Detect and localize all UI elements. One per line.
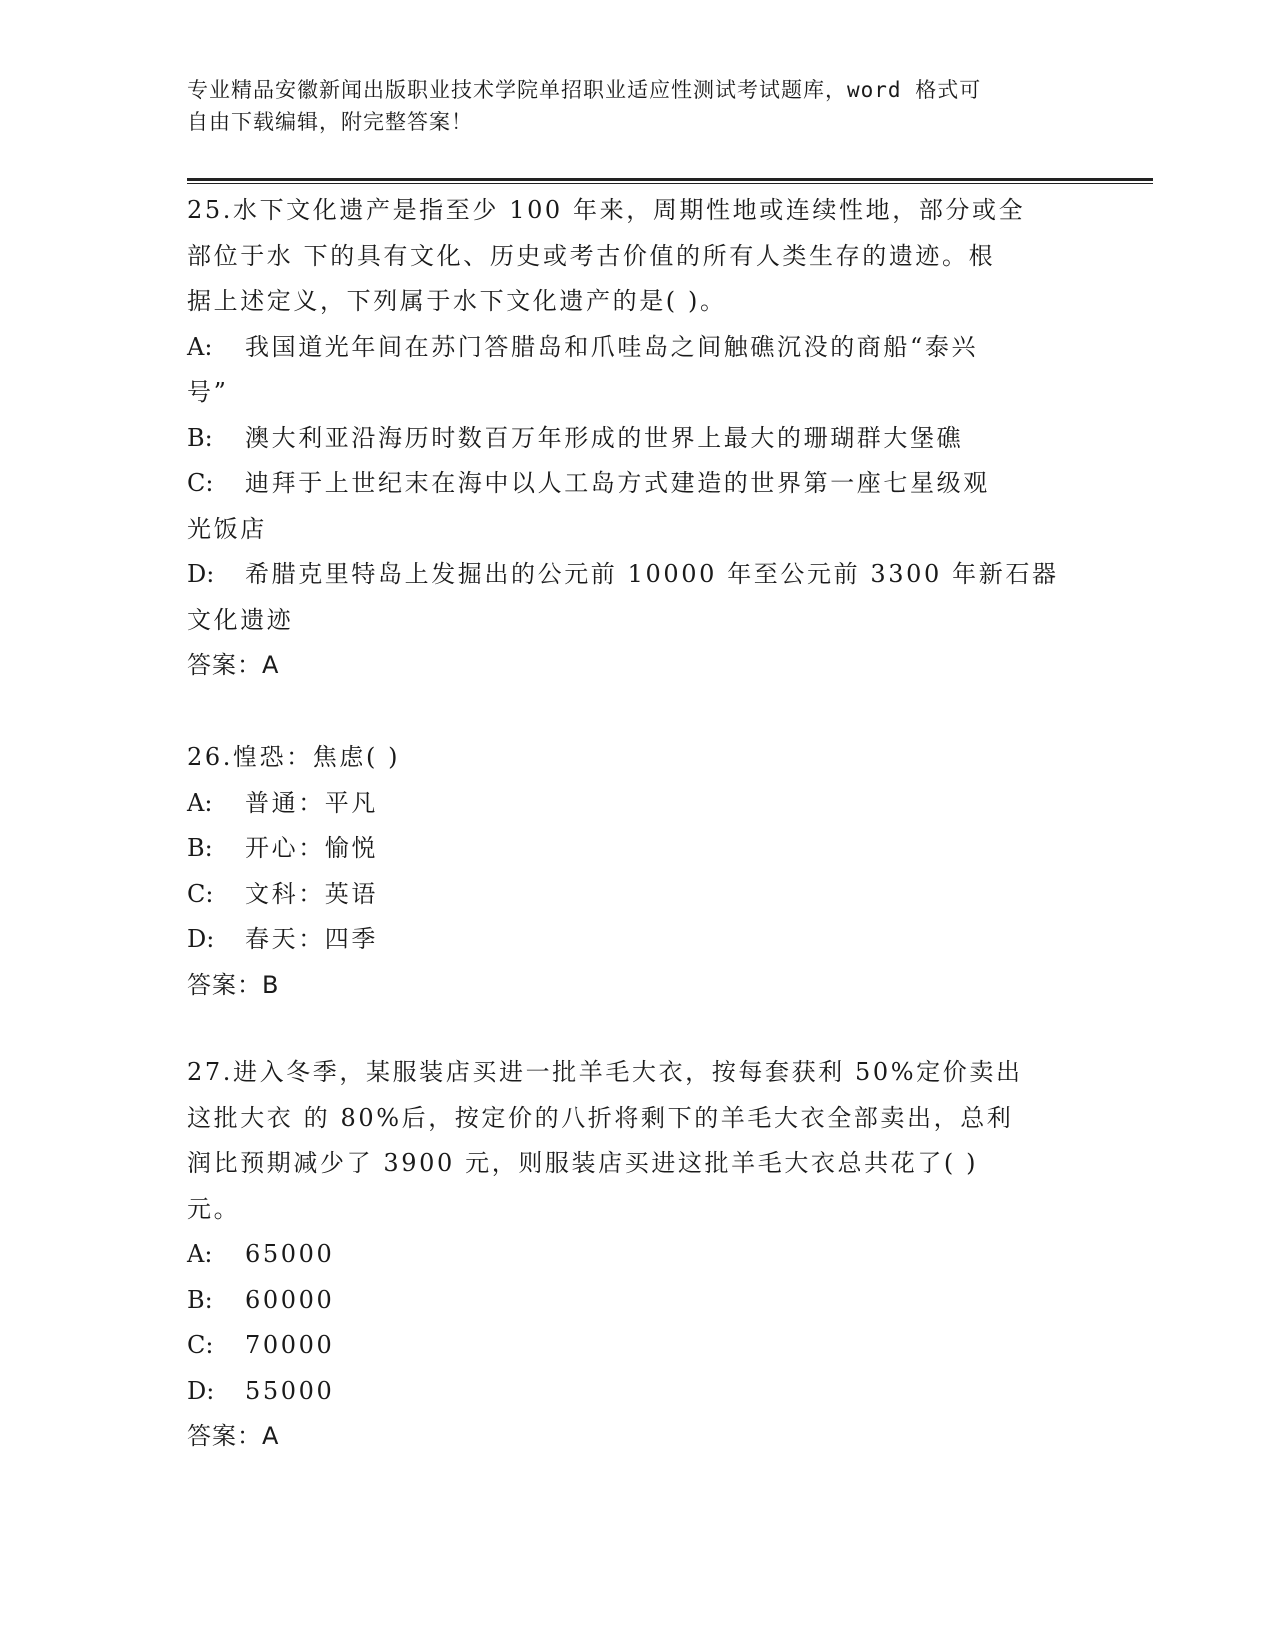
option-text-continued: 号” (187, 378, 229, 406)
option-label: B: (187, 1285, 213, 1314)
option-label: D: (187, 560, 215, 588)
answer: 答案：A (187, 651, 280, 679)
header-line-1: 专业精品安徽新闻出版职业技术学院单招职业适应性测试考试题库，word 格式可 (187, 78, 982, 102)
option-text: 希腊克里特岛上发掘出的公元前 10000 年至公元前 3300 年新石器 (245, 560, 1059, 588)
answer: 答案：A (187, 1422, 280, 1450)
question-line: 部位于水 下的具有文化、历史或考古价值的所有人类生存的遗迹。根 (187, 241, 996, 270)
question-text (187, 188, 1067, 325)
question-line: 元。 (187, 1194, 241, 1223)
option-label: A: (187, 788, 213, 817)
option-d (187, 1369, 1067, 1415)
header-line-2: 自由下载编辑，附完整答案！ (187, 110, 473, 134)
question-line: 这批大衣 的 80%后，按定价的八折将剩下的羊毛大衣全部卖出，总利 (187, 1103, 1014, 1132)
option-text: 开心：愉悦 (245, 834, 378, 862)
question-line: 25.水下文化遗产是指至少 100 年来，周期性地或连续性地，部分或全 (187, 196, 1026, 224)
header-rule-thin (187, 183, 1153, 184)
option-b (187, 416, 1067, 462)
option-label: C: (187, 469, 214, 497)
page-header (187, 74, 1087, 138)
option-d (187, 917, 1067, 963)
question-text (187, 1050, 1067, 1232)
option-text: 55000 (245, 1376, 335, 1405)
option-text: 迪拜于上世纪末在海中以人工岛方式建造的世界第一座七星级观 (245, 469, 990, 497)
option-text: 澳大利亚沿海历时数百万年形成的世界上最大的珊瑚群大堡礁 (245, 423, 964, 452)
option-text: 春天：四季 (245, 925, 378, 953)
question-text (187, 735, 1067, 781)
option-label: B: (187, 423, 213, 452)
option-a (187, 1232, 1067, 1278)
question-line: 26.惶恐：焦虑( ) (187, 743, 401, 771)
option-a (187, 781, 1067, 827)
question-line: 据上述定义，下列属于水下文化遗产的是( )。 (187, 287, 727, 315)
option-label: C: (187, 879, 214, 908)
header-rule-thick (187, 178, 1153, 181)
option-c (187, 1323, 1067, 1369)
option-text: 普通：平凡 (245, 788, 378, 817)
question-line: 润比预期减少了 3900 元，则服装店买进这批羊毛大衣总共花了( ) (187, 1149, 979, 1177)
option-label: B: (187, 834, 213, 862)
answer: 答案：B (187, 970, 280, 999)
option-text: 65000 (245, 1240, 335, 1268)
option-text-continued: 文化遗迹 (187, 605, 294, 634)
question-25 (187, 188, 1067, 689)
option-c (187, 872, 1067, 918)
option-label: D: (187, 1376, 215, 1405)
option-c (187, 461, 1067, 552)
option-label: C: (187, 1331, 214, 1359)
option-b (187, 826, 1067, 872)
option-text: 我国道光年间在苏门答腊岛和爪哇岛之间触礁沉没的商船“泰兴 (245, 332, 979, 361)
option-b (187, 1278, 1067, 1324)
option-a (187, 325, 1067, 416)
question-27 (187, 1050, 1067, 1460)
option-text-continued: 光饭店 (187, 514, 267, 543)
option-text: 70000 (245, 1331, 335, 1359)
option-label: A: (187, 332, 213, 361)
option-label: A: (187, 1240, 213, 1268)
option-label: D: (187, 925, 215, 953)
option-d (187, 552, 1067, 643)
question-26 (187, 735, 1067, 1008)
option-text: 文科：英语 (245, 879, 378, 908)
option-text: 60000 (245, 1285, 335, 1314)
question-line: 27.进入冬季，某服装店买进一批羊毛大衣，按每套获利 50%定价卖出 (187, 1058, 1023, 1086)
